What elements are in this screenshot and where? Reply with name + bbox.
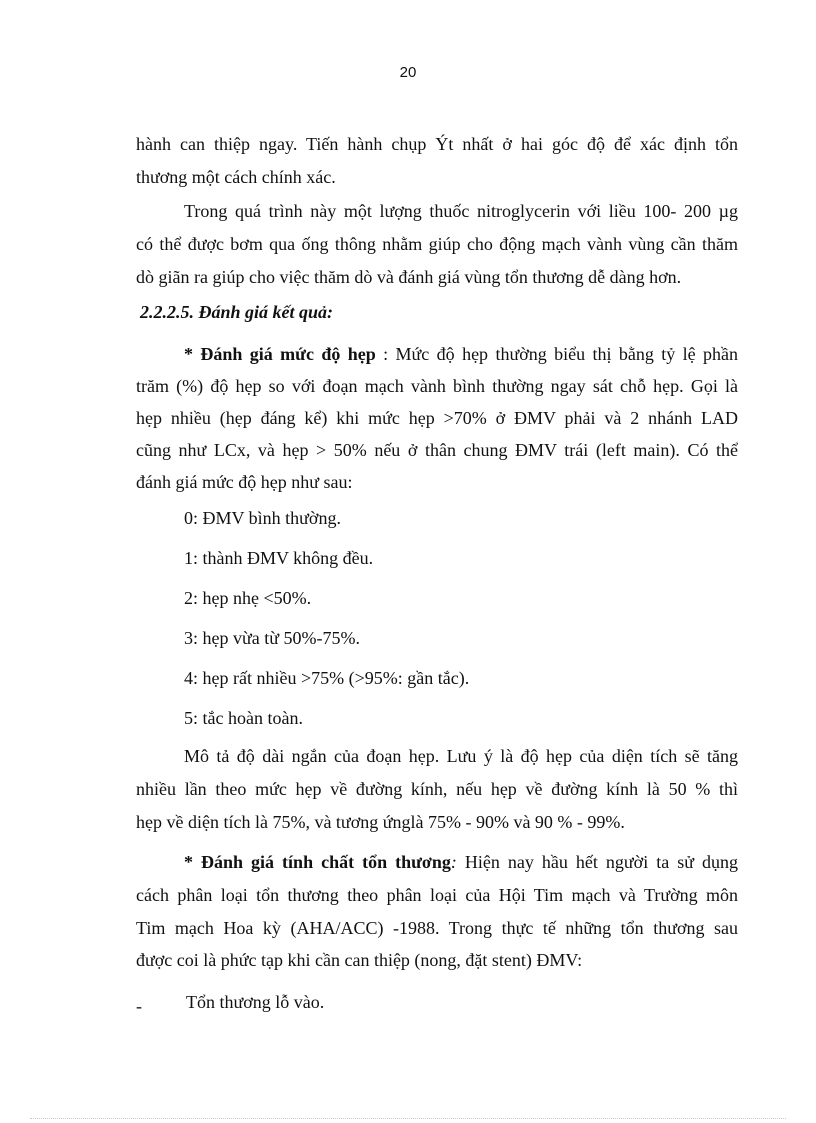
list-item: 5: tắc hoàn toàn. xyxy=(184,708,303,728)
paragraph-line: được coi là phức tạp khi cần can thiệp (nong, đặt stent) ĐMV: xyxy=(136,950,583,970)
paragraph-line: Trong quá trình này một lượng thuốc nitroglycerin với liều 100- 200 µg xyxy=(184,201,738,221)
list-item: 3: hẹp vừa từ 50%-75%. xyxy=(184,628,360,648)
list-item: 1: thành ĐMV không đều. xyxy=(184,548,374,568)
section-heading: 2.2.2.5. Đánh giá kết quả: xyxy=(140,302,334,322)
paragraph-line: hẹp về diện tích là 75%, và tương ứnglà 75% - 90% và 90 % - 99%. xyxy=(136,812,625,832)
paragraph-line: trăm (%) độ hẹp so với đoạn mạch vành bình thường ngay sát chỗ hẹp. Gọi là xyxy=(136,376,738,396)
paragraph-line: nhiều lần theo mức hẹp về đường kính, nếu hẹp về đường kính là 50 % thì xyxy=(136,779,738,799)
paragraph-text: Hiện nay hầu hết người ta sử dụng xyxy=(456,852,738,872)
paragraph-line: cách phân loại tổn thương theo phân loại của Hội Tim mạch và Trường môn xyxy=(136,885,738,905)
title-colon: : xyxy=(450,852,457,872)
paragraph-text: : Mức độ hẹp thường biểu thị bằng tỷ lệ phần xyxy=(375,344,738,364)
list-item: 4: hẹp rất nhiều >75% (>95%: gần tắc). xyxy=(184,668,470,688)
section-title: * Đánh giá tính chất tổn thương xyxy=(184,852,451,872)
paragraph-line xyxy=(184,850,738,874)
paragraph-line: thương một cách chính xác. xyxy=(136,167,336,187)
footer-divider xyxy=(30,1118,786,1119)
bullet-item: Tổn thương lỗ vào. xyxy=(186,992,325,1012)
paragraph-line xyxy=(184,342,738,366)
paragraph-line: hẹp nhiều (hẹp đáng kể) khi mức hẹp >70% ở ĐMV phải và 2 nhánh LAD xyxy=(136,408,738,428)
section-title: * Đánh giá mức độ hẹp xyxy=(184,344,376,364)
page-number: 20 xyxy=(399,64,417,81)
paragraph-line: Mô tả độ dài ngắn của đoạn hẹp. Lưu ý là độ hẹp của diện tích sẽ tăng xyxy=(184,746,738,766)
paragraph-line: hành can thiệp ngay. Tiến hành chụp Ýt nhất ở hai góc độ để xác định tổn xyxy=(136,134,738,154)
paragraph-line: có thể được bơm qua ống thông nhằm giúp cho động mạch vành vùng cần thăm xyxy=(136,234,738,254)
list-item: 0: ĐMV bình thường. xyxy=(184,508,341,528)
paragraph-line: Tim mạch Hoa kỳ (AHA/ACC) -1988. Trong thực tế những tổn thương sau xyxy=(136,918,738,938)
list-item: 2: hẹp nhẹ <50%. xyxy=(184,588,312,608)
bullet-marker: - xyxy=(136,996,142,1016)
paragraph-line: đánh giá mức độ hẹp như sau: xyxy=(136,472,353,492)
paragraph-line: cũng như LCx, và hẹp > 50% nếu ở thân chung ĐMV trái (left main). Có thể xyxy=(136,440,738,460)
paragraph-line: dò giãn ra giúp cho việc thăm dò và đánh giá vùng tổn thương dễ dàng hơn. xyxy=(136,267,682,287)
